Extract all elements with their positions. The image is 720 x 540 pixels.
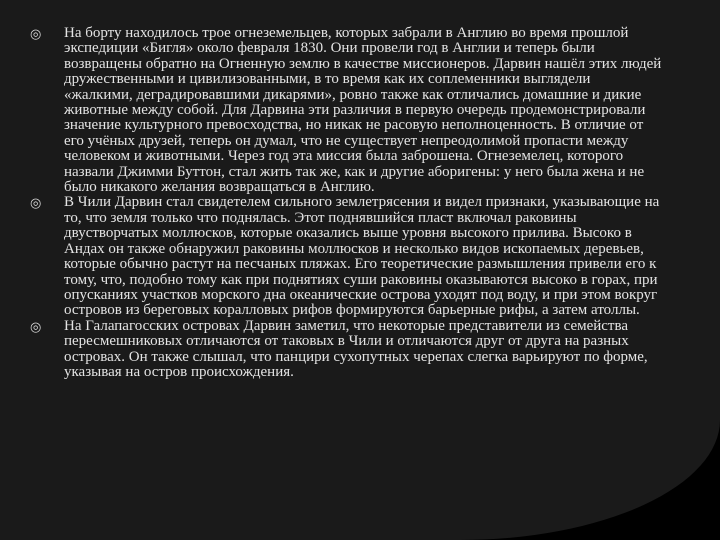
bullet-item [30,319,662,381]
bullet-item [30,26,662,195]
target-circle-icon: ◎ [30,319,42,335]
bullet-list [30,26,662,380]
bullet-text: На борту находилось трое огнеземельцев, которых забрали в Англию во время прошлой экспедиции «Бигля» около февраля 1830. Они провели год в Англии и теперь были возвращены обратно на Огненную землю в качестве миссионеров. Дарвин нашёл этих людей дружественными и цивилизованными, в то время как их соплеменники выглядели «жалкими, деградировавшими дикарями», ровно также как отличались домашние и дикие животные между собой. Для Дарвина эти различия в первую очередь продемонстрировали значение культурного превосходства, но никак не расовую неполноценность. В отличие от его учёных друзей, теперь он думал, что не существует непреодолимой пропасти между человеком и животными. Через год эта миссия была заброшена. Огнеземелец, которого назвали Джимми Буттон, стал жить так же, как и другие аборигены: у него была жена и не было никакого желания возвращаться в Англию. [64,25,662,196]
bullet-item [30,195,662,318]
target-circle-icon: ◎ [30,196,42,212]
bullet-text: На Галапагосских островах Дарвин заметил, что некоторые представители из семейства пересмешниковых отличаются от таковых в Чили и отличаются друг от друга на разных островах. Он также слышал, что панцири сухопутных черепах слегка варьируют по форме, указывая на остров происхождения. [64,317,648,380]
bullet-text: В Чили Дарвин стал свидетелем сильного землетрясения и видел признаки, указывающие на то, что земля только что поднялась. Этот поднявшийся пласт включал раковины двустворчатых моллюсков, которые оказались выше уровня высокого прилива. Высоко в Андах он также обнаружил раковины моллюсков и несколько видов ископаемых деревьев, которые обычно растут на песчаных пляжах. Его теоретические размышления привели его к тому, что, подобно тому как при поднятиях суши раковины оказываются высоко в горах, при опусканиях участков морского дна океанические острова уходят под воду, и при этом вокруг островов из береговых коралловых рифов формируются барьерные рифы, а затем атоллы. [64,194,660,319]
target-circle-icon: ◎ [30,27,42,42]
